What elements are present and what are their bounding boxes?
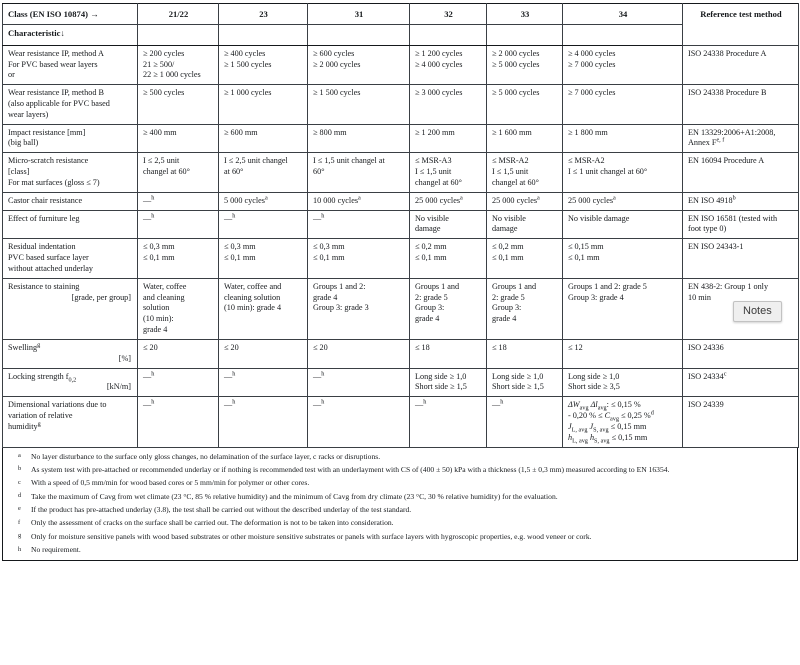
cell-wear-resistance-method-a-class-32: ≥ 1 200 cycles ≥ 4 000 cycles <box>410 45 487 84</box>
cell-swelling-class-33: ≤ 18 <box>487 339 563 368</box>
cell-residual-indentation-class-31: ≤ 0,3 mm ≤ 0,1 mm <box>308 239 410 278</box>
table-row <box>3 339 799 368</box>
cell-wear-resistance-method-a-class-23: ≥ 400 cycles ≥ 1 500 cycles <box>219 45 308 84</box>
cell-wear-resistance-method-a-class-31: ≥ 600 cycles ≥ 2 000 cycles <box>308 45 410 84</box>
footnote-text-h: No requirement. <box>31 545 81 555</box>
cell-micro-scratch-resistance-class-21-22: I ≤ 2,5 unit changel at 60° <box>138 153 219 192</box>
cell-impact-resistance-class-32: ≥ 1 200 mm <box>410 124 487 153</box>
row-characteristic-effect-of-furniture-leg: Effect of furniture leg <box>3 210 138 239</box>
cell-resistance-to-staining-class-31: Groups 1 and 2: grade 4 Group 3: grade 3 <box>308 278 410 339</box>
cell-wear-resistance-method-b-class-32: ≥ 3 000 cycles <box>410 85 487 124</box>
row-characteristic-swelling: Swelling$^g$ [%] <box>3 339 138 368</box>
header-reference-test-method: Reference test method <box>683 4 799 46</box>
row-characteristic-wear-resistance-method-b: Wear resistance IP, method B (also applicable for PVC based wear layers) <box>3 85 138 124</box>
cell-locking-strength-class-34: Long side ≥ 1,0 Short side ≥ 3,5 <box>563 368 683 397</box>
cell-swelling-class-31: ≤ 20 <box>308 339 410 368</box>
cell-dimensional-variations-class-21-22: —$^h$ <box>138 397 219 447</box>
cell-castor-chair-resistance-class-21-22: —$^h$ <box>138 192 219 210</box>
table-row <box>3 153 799 192</box>
cell-effect-of-furniture-leg-class-23: —$^h$ <box>219 210 308 239</box>
table-header <box>3 4 799 46</box>
table-row <box>3 45 799 84</box>
footnotes-block <box>2 448 798 561</box>
cell-residual-indentation-class-33: ≤ 0,2 mm ≤ 0,1 mm <box>487 239 563 278</box>
header-class-34: 34 <box>563 4 683 25</box>
table-row <box>3 397 799 447</box>
cell-castor-chair-resistance-class-23: 5 000 cycles$^a$ <box>219 192 308 210</box>
row-characteristic-dimensional-variations: Dimensional variations due to variation of relative humidity$^g$ <box>3 397 138 447</box>
row-characteristic-wear-resistance-method-a: Wear resistance IP, method A For PVC based wear layers or <box>3 45 138 84</box>
cell-residual-indentation-reference: EN ISO 24343-1 <box>683 239 799 278</box>
cell-impact-resistance-class-21-22: ≥ 400 mm <box>138 124 219 153</box>
cell-swelling-class-34: ≤ 12 <box>563 339 683 368</box>
footnote-b <box>9 465 791 475</box>
cell-effect-of-furniture-leg-class-32: No visible damage <box>410 210 487 239</box>
cell-resistance-to-staining-class-21-22: Water, coffee and cleaning solution (10 min): grade 4 <box>138 278 219 339</box>
cell-wear-resistance-method-a-class-21-22: ≥ 200 cycles 21 ≥ 500/ 22 ≥ 1 000 cycles <box>138 45 219 84</box>
cell-impact-resistance-class-23: ≥ 600 mm <box>219 124 308 153</box>
cell-effect-of-furniture-leg-reference: EN ISO 16581 (tested with foot type 0) <box>683 210 799 239</box>
cell-resistance-to-staining-class-34: Groups 1 and 2: grade 5 Group 3: grade 4 <box>563 278 683 339</box>
cell-micro-scratch-resistance-class-32: ≤ MSR-A3 I ≤ 1,5 unit changel at 60° <box>410 153 487 192</box>
cell-resistance-to-staining-reference: EN 438-2: Group 1 only 10 min <box>683 278 799 339</box>
cell-swelling-class-23: ≤ 20 <box>219 339 308 368</box>
header-row-characteristic <box>3 25 799 45</box>
cell-impact-resistance-class-34: ≥ 1 800 mm <box>563 124 683 153</box>
cell-swelling-class-32: ≤ 18 <box>410 339 487 368</box>
table-row <box>3 124 799 153</box>
cell-micro-scratch-resistance-class-33: ≤ MSR-A2 I ≤ 1,5 unit changel at 60° <box>487 153 563 192</box>
cell-wear-resistance-method-b-reference: ISO 24338 Procedure B <box>683 85 799 124</box>
cell-castor-chair-resistance-reference: EN ISO 4918$^b$ <box>683 192 799 210</box>
cell-castor-chair-resistance-class-32: 25 000 cycles$^a$ <box>410 192 487 210</box>
footnote-marker-b: b <box>18 465 22 473</box>
cell-dimensional-variations-class-33: —$^h$ <box>487 397 563 447</box>
footnote-marker-f: f <box>18 518 21 526</box>
table-row <box>3 85 799 124</box>
row-characteristic-locking-strength: Locking strength $f_{0,2}$ [kN/m] <box>3 368 138 397</box>
row-characteristic-micro-scratch-resistance: Micro-scratch resistance [class] For mat surfaces (gloss ≤ 7) <box>3 153 138 192</box>
cell-wear-resistance-method-a-class-34: ≥ 4 000 cycles ≥ 7 000 cycles <box>563 45 683 84</box>
cell-impact-resistance-class-31: ≥ 800 mm <box>308 124 410 153</box>
table-body <box>3 45 799 447</box>
table-row <box>3 368 799 397</box>
cell-locking-strength-class-23: —$^h$ <box>219 368 308 397</box>
footnote-text-c: With a speed of 0,5 mm/min for wood based cores or 5 mm/min for polymer or other cores. <box>31 478 310 488</box>
cell-wear-resistance-method-b-class-21-22: ≥ 500 cycles <box>138 85 219 124</box>
specification-table <box>2 3 799 448</box>
footnote-e <box>9 505 791 515</box>
cell-micro-scratch-resistance-class-31: I ≤ 1,5 unit changel at 60° <box>308 153 410 192</box>
cell-micro-scratch-resistance-reference: EN 16094 Procedure A <box>683 153 799 192</box>
table-row <box>3 278 799 339</box>
header-spacer-2 <box>219 25 308 45</box>
cell-wear-resistance-method-b-class-31: ≥ 1 500 cycles <box>308 85 410 124</box>
footnote-text-a: No layer disturbance to the surface only gloss changes, no delamination of the surface layer, c racks or disruptions. <box>31 451 381 461</box>
cell-locking-strength-class-31: —$^h$ <box>308 368 410 397</box>
footnote-marker-h: h <box>18 545 22 553</box>
cell-wear-resistance-method-b-class-33: ≥ 5 000 cycles <box>487 85 563 124</box>
cell-effect-of-furniture-leg-class-31: —$^h$ <box>308 210 410 239</box>
header-class-23: 23 <box>219 4 308 25</box>
header-spacer-4 <box>410 25 487 45</box>
cell-locking-strength-class-32: Long side ≥ 1,0 Short side ≥ 1,5 <box>410 368 487 397</box>
footnote-text-d: Take the maximum of Cavg from wet climate (23 °C, 85 % relative humidity) and the minimum of Cavg from dry climate (23 °C, 30 % relative humidity) for the evaluation. <box>31 491 558 501</box>
header-spacer-5 <box>487 25 563 45</box>
cell-impact-resistance-class-33: ≥ 1 600 mm <box>487 124 563 153</box>
table-row <box>3 210 799 239</box>
cell-dimensional-variations-class-34: $\Delta W_{avg}$ $\Delta l_{avg}$: ≤ 0,15 % - 0,20 % ≤ $C_{avg} \le 0,25$ %$^d$ $J_{L, avg}$ $J_{S, avg} \le 0,15$ mm $h_{L, avg}$ $h_{S, avg} \le 0,15$ mm <box>563 397 683 447</box>
cell-residual-indentation-class-21-22: ≤ 0,3 mm ≤ 0,1 mm <box>138 239 219 278</box>
cell-micro-scratch-resistance-class-23: I ≤ 2,5 unit changel at 60° <box>219 153 308 192</box>
cell-locking-strength-reference: ISO 24334$^c$ <box>683 368 799 397</box>
header-row-class <box>3 4 799 25</box>
cell-resistance-to-staining-class-23: Water, coffee and cleaning solution (10 min): grade 4 <box>219 278 308 339</box>
footnote-g <box>9 532 791 542</box>
header-class-21-22: 21/22 <box>138 4 219 25</box>
header-spacer-1 <box>138 25 219 45</box>
cell-swelling-class-21-22: ≤ 20 <box>138 339 219 368</box>
table-row <box>3 192 799 210</box>
cell-wear-resistance-method-a-reference: ISO 24338 Procedure A <box>683 45 799 84</box>
cell-dimensional-variations-class-31: —$^h$ <box>308 397 410 447</box>
header-spacer-3 <box>308 25 410 45</box>
row-characteristic-residual-indentation: Residual indentation PVC based surface layer without attached underlay <box>3 239 138 278</box>
footnote-f <box>9 518 791 528</box>
cell-castor-chair-resistance-class-31: 10 000 cycles$^a$ <box>308 192 410 210</box>
row-characteristic-castor-chair-resistance: Castor chair resistance <box>3 192 138 210</box>
cell-micro-scratch-resistance-class-34: ≤ MSR-A2 I ≤ 1 unit changel at 60° <box>563 153 683 192</box>
table-row <box>3 239 799 278</box>
cell-effect-of-furniture-leg-class-33: No visible damage <box>487 210 563 239</box>
footnote-c <box>9 478 791 488</box>
cell-locking-strength-class-33: Long side ≥ 1,0 Short side ≥ 1,5 <box>487 368 563 397</box>
cell-dimensional-variations-class-23: —$^h$ <box>219 397 308 447</box>
footnote-marker-c: c <box>18 478 21 486</box>
footnote-a <box>9 452 791 462</box>
cell-dimensional-variations-reference: ISO 24339 <box>683 397 799 447</box>
footnote-marker-g: g <box>18 532 22 540</box>
footnote-text-b: As system test with pre-attached or recommended underlay or if nothing is recommended test with an underlayment with CS of (400 ± 50) kPa with a thickness (1,5 ± 0,3 mm) measured according to EN 16354. <box>31 464 670 474</box>
cell-residual-indentation-class-34: ≤ 0,15 mm ≤ 0,1 mm <box>563 239 683 278</box>
cell-wear-resistance-method-b-class-34: ≥ 7 000 cycles <box>563 85 683 124</box>
cell-residual-indentation-class-23: ≤ 0,3 mm ≤ 0,1 mm <box>219 239 308 278</box>
row-characteristic-resistance-to-staining: Resistance to staining [grade, per group] <box>3 278 138 339</box>
header-class-31: 31 <box>308 4 410 25</box>
cell-effect-of-furniture-leg-class-21-22: —$^h$ <box>138 210 219 239</box>
header-characteristic-label: Characteristic↓ <box>3 25 138 45</box>
cell-resistance-to-staining-class-32: Groups 1 and 2: grade 5 Group 3: grade 4 <box>410 278 487 339</box>
header-class-33: 33 <box>487 4 563 25</box>
cell-resistance-to-staining-class-33: Groups 1 and 2: grade 5 Group 3: grade 4 <box>487 278 563 339</box>
cell-wear-resistance-method-a-class-33: ≥ 2 000 cycles ≥ 5 000 cycles <box>487 45 563 84</box>
cell-castor-chair-resistance-class-34: 25 000 cycles$^a$ <box>563 192 683 210</box>
footnote-h <box>9 545 791 555</box>
header-spacer-6 <box>563 25 683 45</box>
footnote-marker-a: a <box>18 452 21 460</box>
cell-swelling-reference: ISO 24336 <box>683 339 799 368</box>
footnote-text-f: Only the assessment of cracks on the surface shall be carried out. The deformation is not to be taken into consideration. <box>31 518 394 528</box>
cell-impact-resistance-reference: EN 13329:2006+A1:2008, Annex F$^{e, f}$ <box>683 124 799 153</box>
cell-castor-chair-resistance-class-33: 25 000 cycles$^a$ <box>487 192 563 210</box>
footnote-d <box>9 492 791 502</box>
footnote-text-g: Only for moisture sensitive panels with wood based substrates or other moisture sensitive substrates or panels with surface layers with hygroscopic properties, e.g. wood veneer or cork. <box>31 531 592 541</box>
cell-locking-strength-class-21-22: —$^h$ <box>138 368 219 397</box>
cell-wear-resistance-method-b-class-23: ≥ 1 000 cycles <box>219 85 308 124</box>
footnote-text-e: If the product has pre-attached underlay (3.8), the test shall be carried out without the described underlay of the test standard. <box>31 504 412 514</box>
row-characteristic-impact-resistance: Impact resistance [mm] (big ball) <box>3 124 138 153</box>
footnote-marker-d: d <box>18 492 22 500</box>
cell-residual-indentation-class-32: ≤ 0,2 mm ≤ 0,1 mm <box>410 239 487 278</box>
header-class-32: 32 <box>410 4 487 25</box>
header-class-label: Class (EN ISO 10874) → <box>3 4 138 25</box>
notes-button[interactable]: Notes <box>733 301 782 322</box>
cell-effect-of-furniture-leg-class-34: No visible damage <box>563 210 683 239</box>
cell-dimensional-variations-class-32: —$^h$ <box>410 397 487 447</box>
footnote-marker-e: e <box>18 505 21 513</box>
